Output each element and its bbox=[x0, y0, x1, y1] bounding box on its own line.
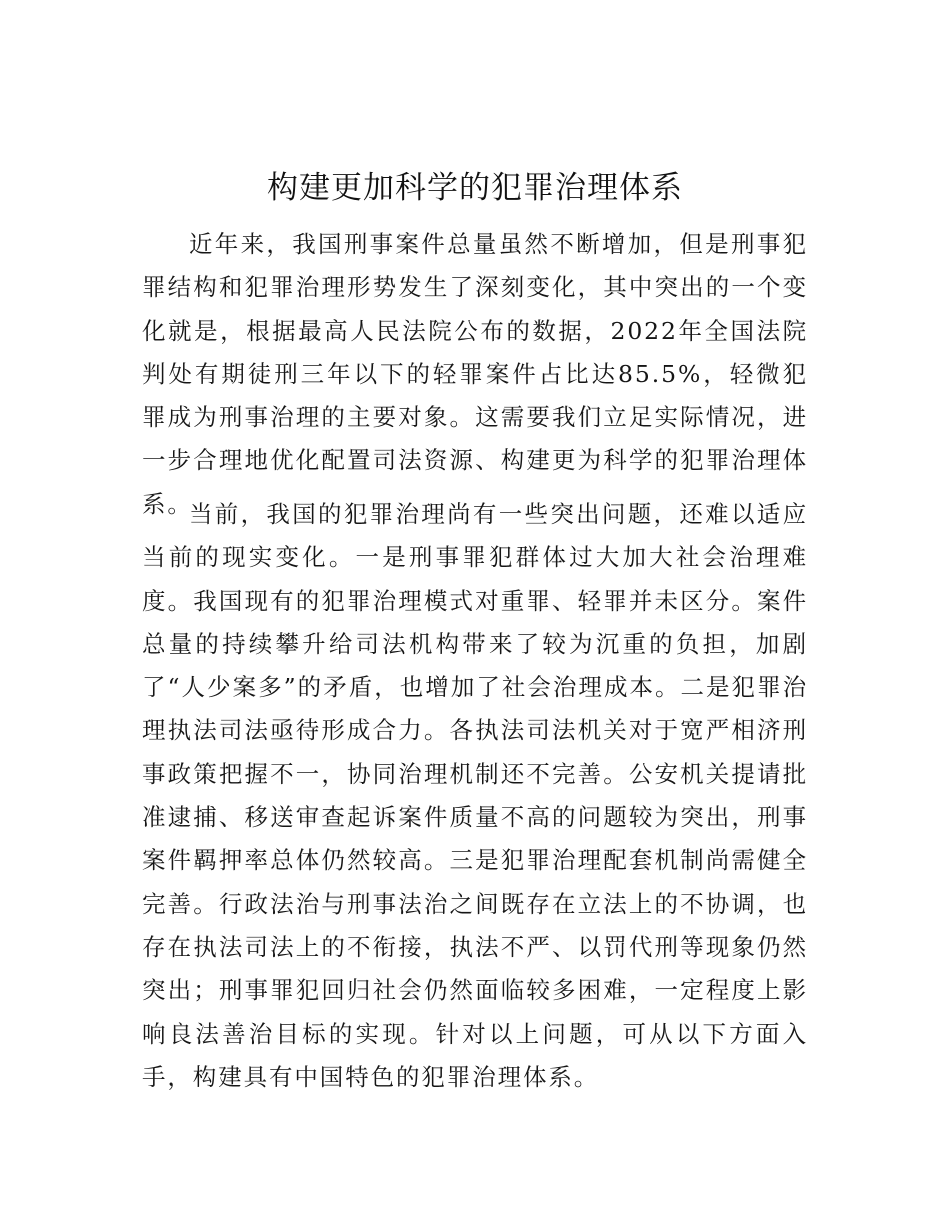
document-title: 构建更加科学的犯罪治理体系 bbox=[267, 170, 683, 206]
paragraph-problems: 当前，我国的犯罪治理尚有一些突出问题，还难以适应当前的现实变化。一是刑事罪犯群体过大加大社会治理难度。我国现有的犯罪治理模式对重罪、轻罪并未区分。案件总量的持续攀升给司法机构带来了较为沉重的负担，加剧了“人少案多”的矛盾，也增加了社会治理成本。二是犯罪治理执法司法亟待形成合力。各执法司法机关对于宽严相济刑事政策把握不一，协同治理机制还不完善。公安机关提请批准逮捕、移送审查起诉案件质量不高的问题较为突出，刑事案件羁押率总体仍然较高。三是犯罪治理配套机制尚需健全完善。行政法治与刑事法治之间既存在立法上的不协调，也存在执法司法上的不衔接，执法不严、以罚代刑等现象仍然突出；刑事罪犯回归社会仍然面临较多困难，一定程度上影响良法善治目标的实现。针对以上问题，可从以下方面入手，构建具有中国特色的犯罪治理体系。 bbox=[142, 500, 808, 1091]
paragraph-intro: 近年来，我国刑事案件总量虽然不断增加，但是刑事犯罪结构和犯罪治理形势发生了深刻变化，其中突出的一个变化就是，根据最高人民法院公布的数据，2022年全国法院判处有期徒刑三年以下的轻罪案件占比达85.5%，轻微犯罪成为刑事治理的主要对象。这需要我们立足实际情况，进一步合理地优化配置司法资源、构建更为科学的犯罪治理体系。 bbox=[142, 230, 808, 518]
